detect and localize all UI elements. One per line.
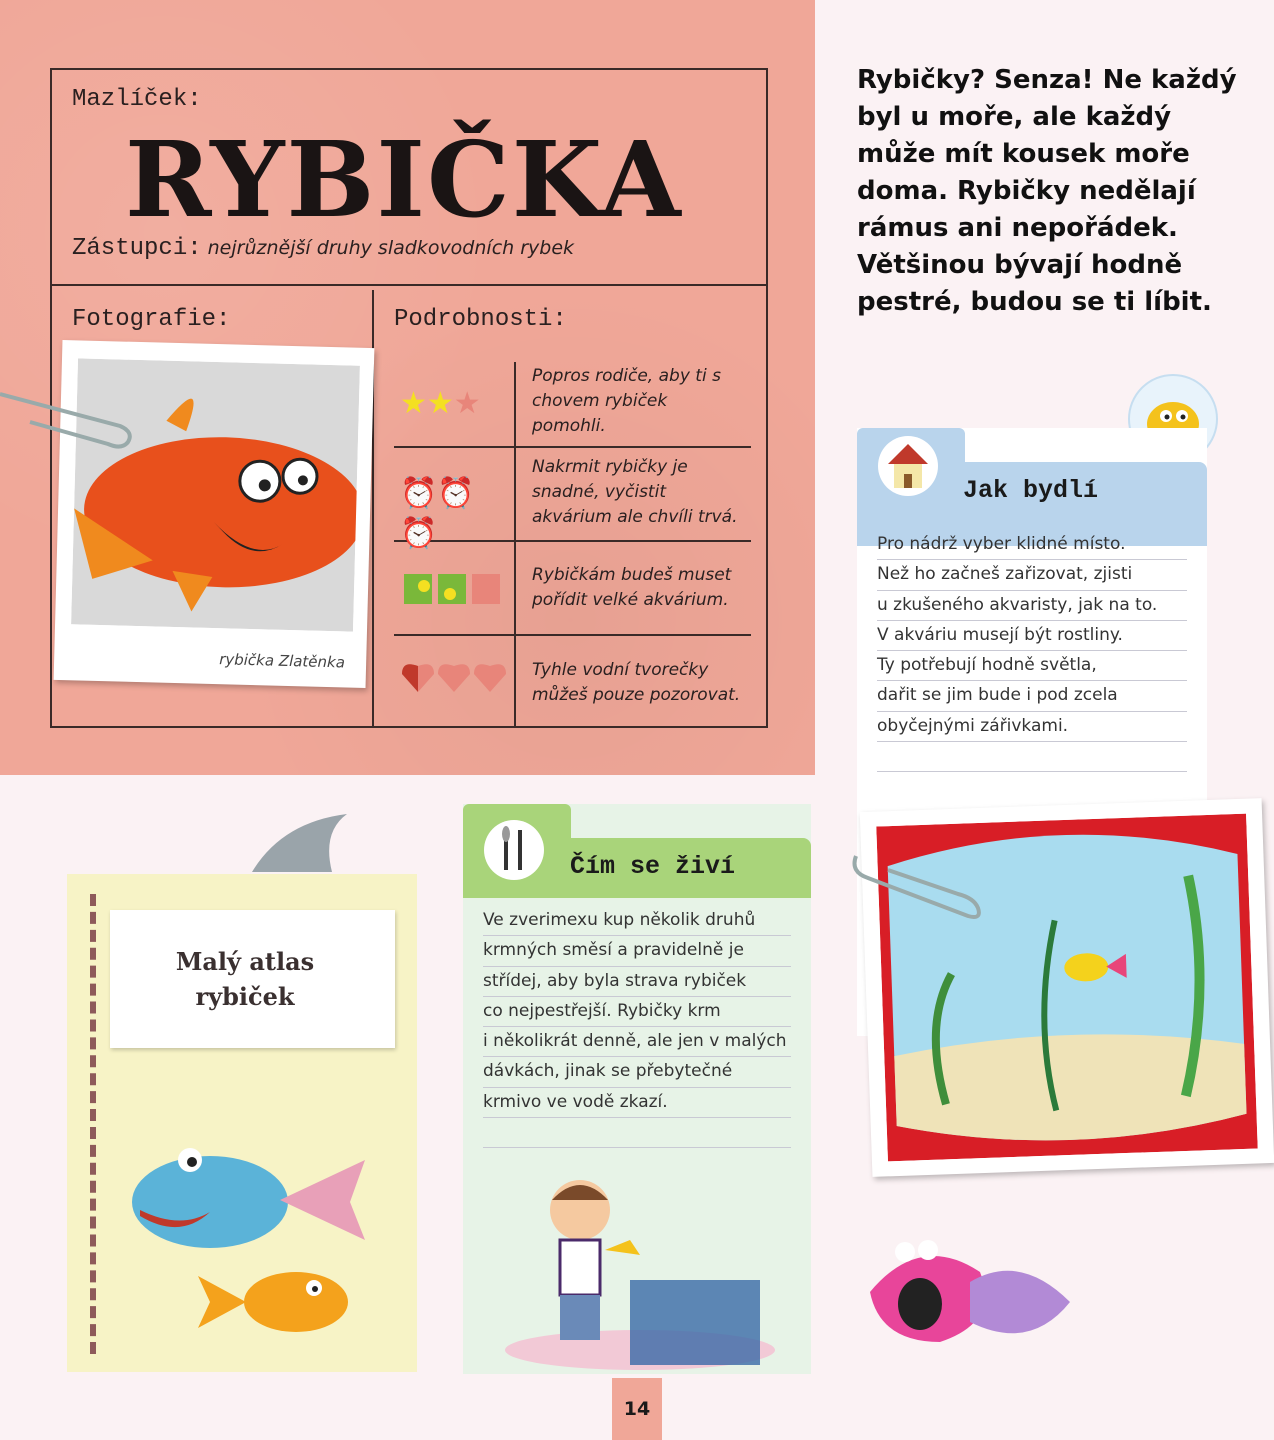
housing-line: Než ho začneš zařizovat, zjisti <box>877 560 1187 590</box>
intro-text: Rybičky? Senza! Ne každý byl u moře, ale každý může mít kousek moře doma. Rybičky nedělají rámus ani nepořádek. Většinou bývají hodně pestré, budou se ti líbit. <box>857 65 1237 317</box>
pet-name: RYBIČKA <box>125 118 683 241</box>
divider <box>394 634 751 636</box>
food-line: krmných směsí a pravidelně je <box>483 936 791 966</box>
representatives <box>72 232 574 262</box>
housing-text <box>877 530 1187 772</box>
atlas-title-line: rybiček <box>195 982 295 1011</box>
divider <box>394 446 751 448</box>
food-line: krmivo ve vodě zkazí. <box>483 1088 791 1118</box>
star-icon: ★ <box>453 386 481 421</box>
pet-card-panel <box>0 0 815 775</box>
heart-icon <box>400 656 510 696</box>
representatives-value: nejrůznější druhy sladkovodních rybek <box>207 237 575 259</box>
food-title: Čím se živí <box>570 852 736 881</box>
housing-line: dařit se jim bude i pod zcela <box>877 681 1187 711</box>
money-icon <box>400 568 510 608</box>
atlas-title <box>110 944 380 1014</box>
boy-feeding-fish-illustration <box>500 1170 780 1370</box>
alarm-clock-icon: ⏰ <box>400 516 438 551</box>
house-icon <box>876 434 940 498</box>
alarm-clock-icon: ⏰⏰ <box>400 476 475 511</box>
blank-line <box>483 1118 791 1148</box>
food-line: střídej, aby byla strava rybiček <box>483 967 791 997</box>
shark-fin-icon <box>242 812 362 872</box>
housing-line: V akváriu musejí být rostliny. <box>877 621 1187 651</box>
star-icon: ★★ <box>400 386 454 421</box>
detail-text: Rybičkám budeš muset pořídit velké akvárium. <box>532 565 732 610</box>
blank-line <box>877 742 1187 772</box>
affection-hearts <box>400 656 510 696</box>
housing-line: Pro nádrž vyber klidné místo. <box>877 530 1187 560</box>
food-line: Ve zverimexu kup několik druhů <box>483 906 791 936</box>
details-label: Podrobnosti: <box>394 306 567 333</box>
housing-line: obyčejnými zářivkami. <box>877 712 1187 742</box>
paperclip-icon <box>0 386 140 456</box>
difficulty-stars <box>400 384 510 424</box>
housing-line: u zkušeného akvaristy, jak na to. <box>877 591 1187 621</box>
divider <box>50 284 768 286</box>
divider <box>514 362 516 728</box>
food-line: co nejpestřejší. Rybičky krm <box>483 997 791 1027</box>
page-number: 14 <box>612 1378 662 1440</box>
time-clocks <box>400 474 510 551</box>
food-line: dávkách, jinak se přebytečné <box>483 1057 791 1087</box>
purple-fish-illustration <box>860 1232 1080 1362</box>
cutlery-icon <box>482 818 546 882</box>
orange-fish-illustration <box>196 1262 356 1342</box>
pet-label: Mazlíček: <box>72 86 202 113</box>
representatives-label: Zástupci: <box>72 235 202 262</box>
detail-text: Popros rodiče, aby ti s chovem rybiček pomohli. <box>532 366 721 436</box>
paperclip-icon <box>848 848 988 928</box>
photo-caption: rybička Zlatěnka <box>218 650 346 672</box>
string-decoration <box>90 894 104 1354</box>
cost-money <box>400 568 510 608</box>
photo-label: Fotografie: <box>72 306 231 333</box>
food-text <box>483 906 791 1148</box>
blue-fish-illustration <box>130 1140 370 1260</box>
food-line: i několikrát denně, ale jen v malých <box>483 1027 791 1057</box>
atlas-title-line: Malý atlas <box>175 947 315 976</box>
divider <box>394 540 751 542</box>
housing-title: Jak bydlí <box>963 476 1099 505</box>
housing-line: Ty potřebují hodně světla, <box>877 651 1187 681</box>
detail-text: Tyhle vodní tvorečky můžeš pouze pozorovat. <box>532 660 741 705</box>
detail-text: Nakrmit rybičky je snadné, vyčistit akvárium ale chvíli trvá. <box>532 457 738 527</box>
